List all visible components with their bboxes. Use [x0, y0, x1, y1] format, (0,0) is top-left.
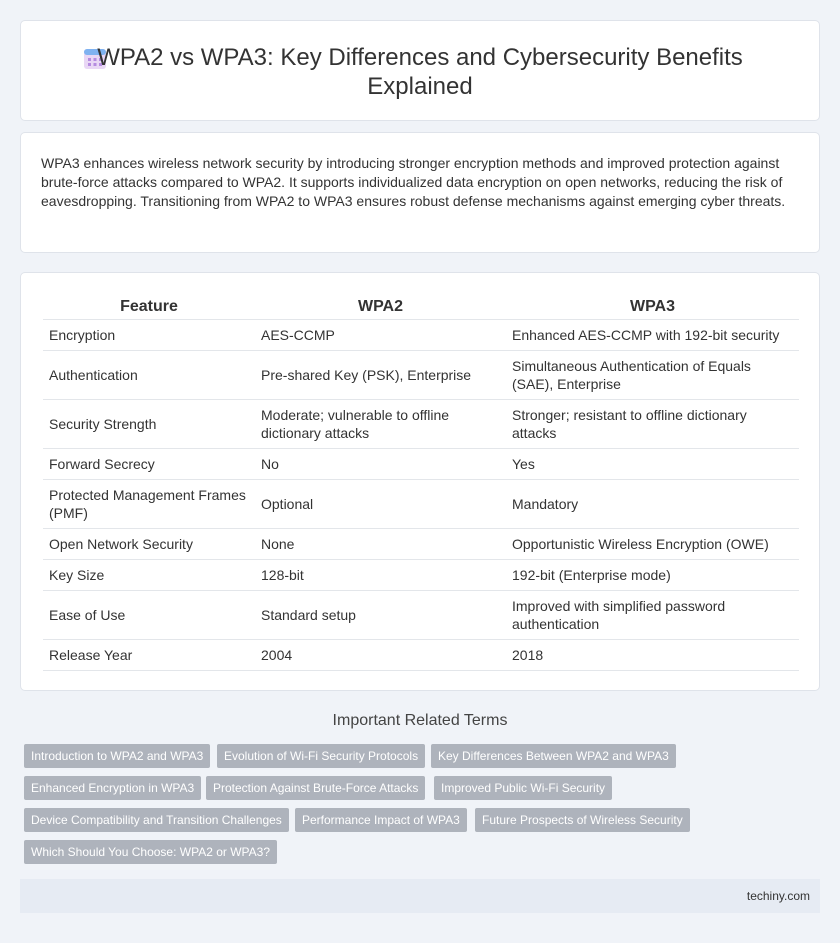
table-row — [43, 639, 799, 670]
cell-feature: Key Size — [43, 559, 255, 590]
related-term-tag[interactable]: Performance Impact of WPA3 — [295, 808, 467, 832]
comparison-table-card — [20, 272, 820, 691]
header-feature: Feature — [43, 295, 255, 319]
summary-text: WPA3 enhances wireless network security by introducing stronger encryption methods and improved protection against brute-force attacks compared to WPA2. It supports individualized data encryption on open networks, reducing the risk of eavesdropping. Transitioning from WPA2 to WPA3 ensures robust defense mechanisms against emerging cyber threats. — [41, 155, 786, 209]
cell-wpa2: Moderate; vulnerable to offline dictionary attacks — [255, 399, 506, 448]
related-term-tag[interactable]: Protection Against Brute-Force Attacks — [206, 776, 425, 800]
cell-wpa3: Mandatory — [506, 479, 799, 528]
cell-feature: Encryption — [43, 319, 255, 350]
related-term-tag[interactable]: Improved Public Wi-Fi Security — [434, 776, 612, 800]
table-row — [43, 590, 799, 639]
table-row — [43, 448, 799, 479]
cell-wpa3: Simultaneous Authentication of Equals (SAE), Enterprise — [506, 350, 799, 399]
cell-wpa3: Yes — [506, 448, 799, 479]
cell-wpa3: Enhanced AES-CCMP with 192-bit security — [506, 319, 799, 350]
cell-wpa2: Standard setup — [255, 590, 506, 639]
cell-wpa3: Opportunistic Wireless Encryption (OWE) — [506, 528, 799, 559]
related-term-tag[interactable]: Introduction to WPA2 and WPA3 — [24, 744, 210, 768]
page-title-line1: WPA2 vs WPA3: Key Differences and Cybersecurity Benefits — [97, 44, 743, 71]
footer — [20, 879, 820, 913]
footer-site-name[interactable]: techiny.com — [746, 889, 810, 903]
cell-feature: Open Network Security — [43, 528, 255, 559]
cell-wpa2: 128-bit — [255, 559, 506, 590]
cell-wpa2: 2004 — [255, 639, 506, 670]
header-card — [20, 20, 820, 121]
cell-wpa2: AES-CCMP — [255, 319, 506, 350]
cell-wpa3: Improved with simplified password authentication — [506, 590, 799, 639]
cell-wpa2: No — [255, 448, 506, 479]
table-row — [43, 479, 799, 528]
related-term-tag[interactable]: Enhanced Encryption in WPA3 — [24, 776, 201, 800]
table-row — [43, 319, 799, 350]
cell-wpa2: Optional — [255, 479, 506, 528]
comparison-table — [43, 295, 799, 671]
cell-feature: Security Strength — [43, 399, 255, 448]
cell-feature: Ease of Use — [43, 590, 255, 639]
header-wpa3: WPA3 — [506, 295, 799, 319]
page-title — [81, 43, 759, 101]
table-row — [43, 350, 799, 399]
cell-feature: Authentication — [43, 350, 255, 399]
related-term-tag[interactable]: Which Should You Choose: WPA2 or WPA3? — [24, 840, 277, 864]
header-wpa2: WPA2 — [255, 295, 506, 319]
cell-wpa2: None — [255, 528, 506, 559]
table-row — [43, 559, 799, 590]
cell-feature: Release Year — [43, 639, 255, 670]
table-row — [43, 528, 799, 559]
related-terms-title: Important Related Terms — [332, 712, 508, 729]
page-title-line2: Explained — [367, 73, 473, 100]
summary-card — [20, 132, 820, 253]
related-term-tag[interactable]: Key Differences Between WPA2 and WPA3 — [431, 744, 676, 768]
cell-feature: Protected Management Frames (PMF) — [43, 479, 255, 528]
cell-wpa2: Pre-shared Key (PSK), Enterprise — [255, 350, 506, 399]
related-term-tag[interactable]: Device Compatibility and Transition Challenges — [24, 808, 289, 832]
table-row — [43, 399, 799, 448]
cell-feature: Forward Secrecy — [43, 448, 255, 479]
table-header-row — [43, 295, 799, 319]
cell-wpa3: 2018 — [506, 639, 799, 670]
related-term-tag[interactable]: Future Prospects of Wireless Security — [475, 808, 690, 832]
cell-wpa3: Stronger; resistant to offline dictionary attacks — [506, 399, 799, 448]
cell-wpa3: 192-bit (Enterprise mode) — [506, 559, 799, 590]
related-term-tag[interactable]: Evolution of Wi-Fi Security Protocols — [217, 744, 425, 768]
